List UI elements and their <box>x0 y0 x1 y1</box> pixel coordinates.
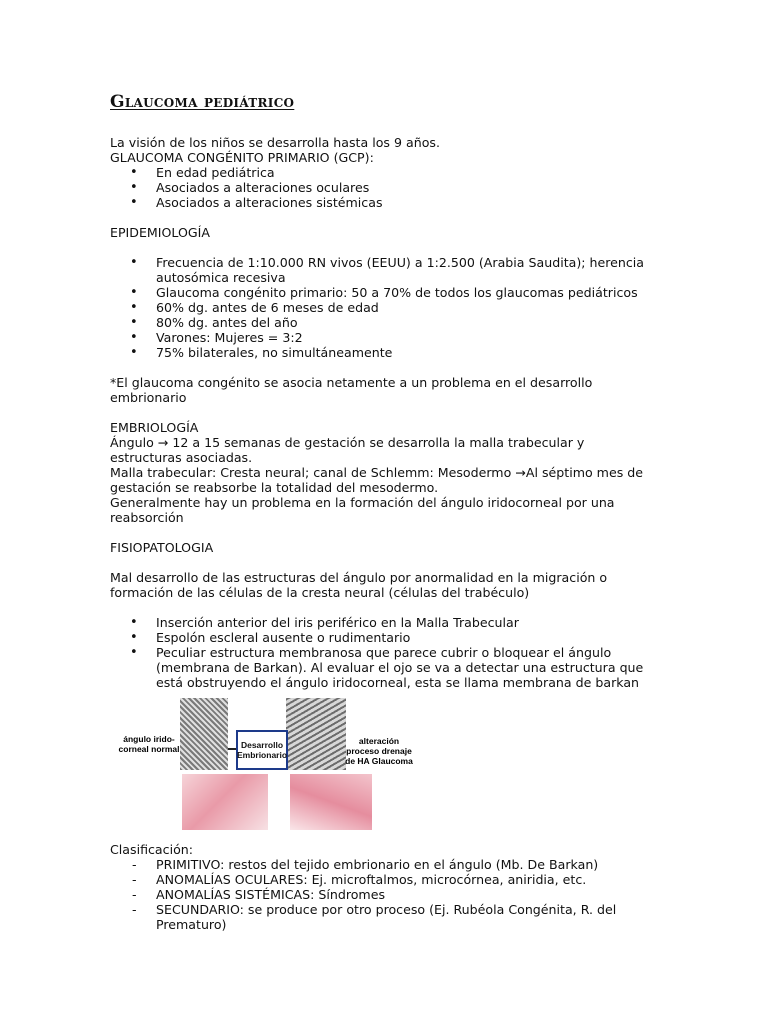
list-item: • Asociados a alteraciones sistémicas <box>110 195 650 210</box>
list-item: - PRIMITIVO: restos del tejido embrionario en el ángulo (Mb. De Barkan) <box>110 857 650 872</box>
histology-image-stained-glaucoma <box>290 774 372 830</box>
list-item: • 80% dg. antes del año <box>110 315 650 330</box>
page-title: Glaucoma pediátrico <box>110 92 295 112</box>
list-item: • Asociados a alteraciones oculares <box>110 180 650 195</box>
histology-image-normal-angle <box>180 698 228 770</box>
list-item: • Inserción anterior del iris periférico en la Malla Trabecular <box>110 615 650 630</box>
intro-line: La visión de los niños se desarrolla hasta los 9 años. <box>110 135 440 150</box>
list-item: • Frecuencia de 1:10.000 RN vivos (EEUU) a 1:2.500 (Arabia Saudita); herencia autosómica recesiva <box>110 255 650 285</box>
embriologia-paragraph: Generalmente hay un problema en la formación del ángulo iridocorneal por una reabsorción <box>110 495 615 525</box>
gcp-heading: GLAUCOMA CONGÉNITO PRIMARIO (GCP): <box>110 150 374 165</box>
fisiopatologia-list <box>110 615 650 690</box>
gcp-list <box>110 165 650 210</box>
figure-label-center: Desarrollo Embrionario <box>236 740 288 760</box>
list-item: • Glaucoma congénito primario: 50 a 70% de todos los glaucomas pediátricos <box>110 285 650 300</box>
list-item: - ANOMALÍAS OCULARES: Ej. microftalmos, microcórnea, aniridia, etc. <box>110 872 650 887</box>
epidemiologia-heading: EPIDEMIOLOGÍA <box>110 225 210 240</box>
figure-label-normal: ángulo irido-corneal normal <box>118 734 180 754</box>
clasificacion-heading: Clasificación: <box>110 842 193 857</box>
embriologia-paragraph: Malla trabecular: Cresta neural; canal de Schlemm: Mesodermo →Al séptimo mes de gestación se reabsorbe la totalidad del mesodermo. <box>110 465 643 495</box>
figure-center-box <box>236 730 288 770</box>
document-page <box>110 92 650 932</box>
epidemiologia-note: *El glaucoma congénito se asocia netamente a un problema en el desarrollo embrionario <box>110 375 593 405</box>
list-item: - SECUNDARIO: se produce por otro proceso (Ej. Rubéola Congénita, R. del Prematuro) <box>110 902 650 932</box>
histology-image-stained-normal <box>182 774 268 830</box>
embriologia-paragraph: Ángulo → 12 a 15 semanas de gestación se desarrolla la malla trabecular y estructuras asociadas. <box>110 435 585 465</box>
histology-image-glaucoma-angle <box>286 698 346 770</box>
list-item: - ANOMALÍAS SISTÉMICAS: Síndromes <box>110 887 650 902</box>
list-item: • Espolón escleral ausente o rudimentario <box>110 630 650 645</box>
clasificacion-list <box>110 857 650 932</box>
list-item: • Peculiar estructura membranosa que parece cubrir o bloquear el ángulo (membrana de Barkan). Al evaluar el ojo se va a detectar una estructura que está obstruyendo el ángulo iridocorneal, esta se llama membrana de barkan <box>110 645 650 690</box>
fisiopatologia-paragraph: Mal desarrollo de las estructuras del ángulo por anormalidad en la migración o formación de las células de la cresta neural (células del trabéculo) <box>110 570 608 600</box>
epidemiologia-list <box>110 255 650 360</box>
embriologia-heading: EMBRIOLOGÍA <box>110 420 199 435</box>
fisiopatologia-heading: FISIOPATOLOGIA <box>110 540 214 555</box>
list-item: • 75% bilaterales, no simultáneamente <box>110 345 650 360</box>
angle-development-figure <box>116 698 416 832</box>
list-item: • 60% dg. antes de 6 meses de edad <box>110 300 650 315</box>
figure-label-glaucoma: alteración proceso drenaje de HA Glaucoma <box>345 736 413 766</box>
list-item: • En edad pediátrica <box>110 165 650 180</box>
list-item: • Varones: Mujeres = 3:2 <box>110 330 650 345</box>
